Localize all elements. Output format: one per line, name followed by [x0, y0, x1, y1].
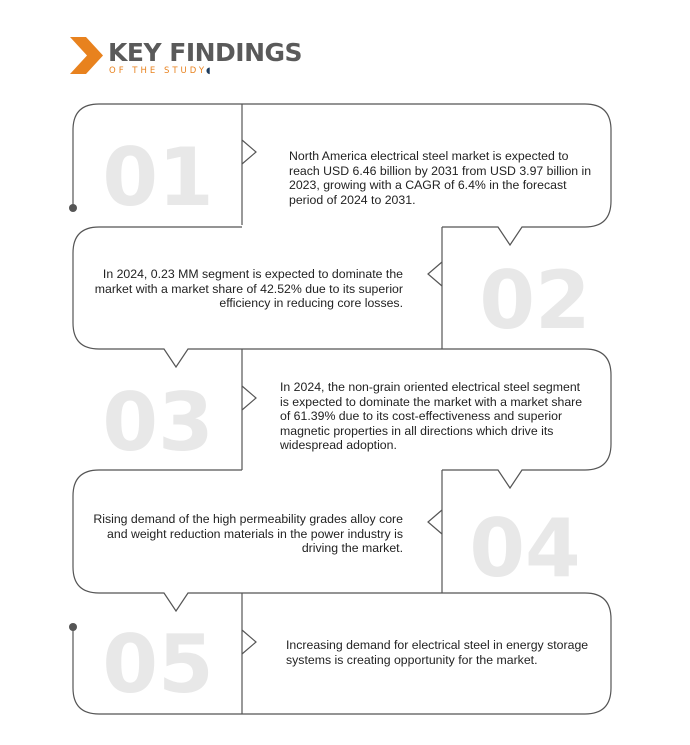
finding-pointer-05 [242, 630, 256, 654]
finding-pointer-02 [428, 262, 442, 286]
page-title: KEY FINDINGS [108, 38, 303, 67]
finding-pointer-03 [242, 386, 256, 410]
finding-text-05: Increasing demand for electrical steel in energy storage systems is creating opportunity for the market. [286, 638, 589, 667]
finding-text-04: Rising demand of the high permeability grades alloy core and weight reduction materials in the power industry is driving the market. [93, 512, 403, 556]
logo-chevron-icon [70, 37, 103, 74]
finding-number-03: 03 [102, 376, 214, 469]
finding-text-02: In 2024, 0.23 MM segment is expected to dominate the market with a market share of 42.52% due to its superior efficiency in reducing core losses. [94, 267, 403, 311]
finding-pointer-04 [428, 510, 442, 534]
finding-number-04: 04 [469, 502, 581, 595]
page-subtitle: OF THE STUDY◖ [109, 66, 211, 76]
finding-text-01: North America electrical steel market is expected to reach USD 6.46 billion by 2031 from USD 3.97 billion in 2023, growing with a CAGR of 6.4% in the forecast period of 2024 to 2031. [289, 149, 592, 207]
finding-number-01: 01 [102, 131, 214, 224]
finding-number-02: 02 [479, 254, 591, 347]
moon-icon: ◖ [206, 66, 211, 76]
finding-number-05: 05 [102, 618, 214, 711]
finding-pointer-01 [242, 140, 256, 164]
finding-text-03: In 2024, the non-grain oriented electrical steel segment is expected to dominate the market with a market share of 61.39% due to its cost-effectiveness and superior magnetic properties in all directions which drive its widespread adoption. [280, 380, 583, 453]
end-dot-icon [69, 623, 77, 631]
start-dot-icon [69, 204, 77, 212]
